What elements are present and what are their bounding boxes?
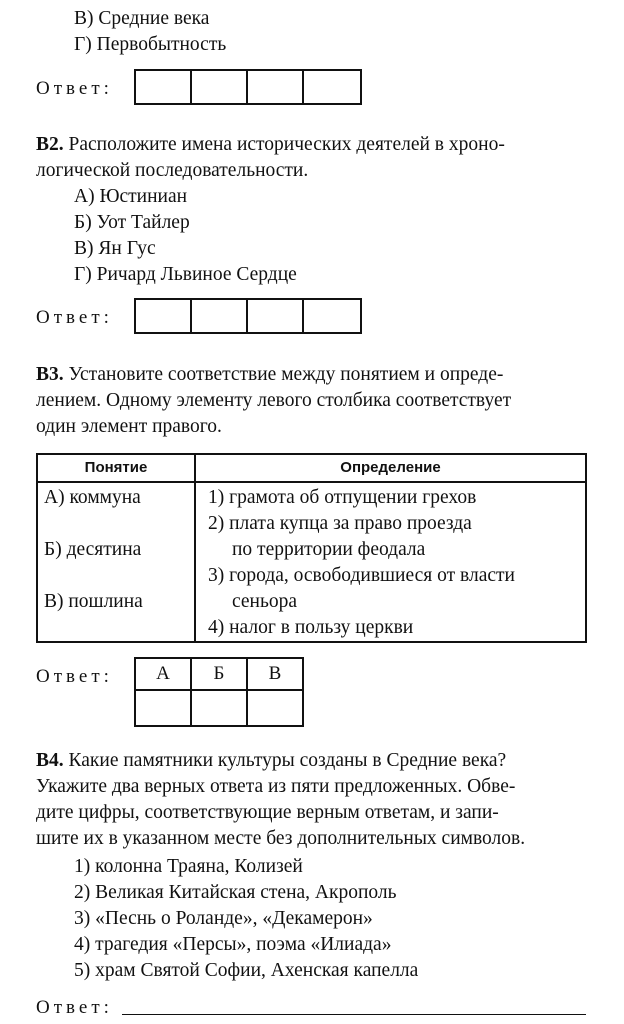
question-b4 [36,748,506,774]
definition-item: 3) города, освободившиеся от власти [208,565,515,586]
definition-item: 2) плата купца за право проезда [208,513,472,534]
definition-item-cont: сеньора [232,591,298,612]
definition-item: 4) налог в пользу церкви [208,617,414,638]
answer-cell[interactable] [136,71,192,103]
answer-label: Ответ: [36,666,113,687]
question-text: Какие памятники культуры созданы в Средние века? [68,750,507,771]
answer-cell[interactable] [248,71,304,103]
definition-column [195,482,586,642]
option: 1) колонна Траяна, Колизей [74,856,303,877]
option: 5) храм Святой Софии, Ахенская капелла [74,960,419,981]
answer-line[interactable] [122,1014,586,1015]
question-text: Расположите имена исторических деятелей в хроно- [68,134,505,155]
question-text: Укажите два верных ответа из пяти предложенных. Обве- [36,776,516,797]
answer-grid-b3[interactable] [134,657,304,727]
question-number: B4. [36,750,64,771]
answer-label: Ответ: [36,997,113,1018]
concept-item: В) пошлина [44,591,143,612]
answer-cell[interactable] [247,690,303,726]
definition-item: 1) грамота об отпущении грехов [208,487,477,508]
answer-boxes-b1[interactable] [134,69,362,105]
option-v: В) Средние века [74,8,210,29]
concept-column [37,482,195,642]
answer-cell[interactable] [191,690,247,726]
answer-header-v: В [247,658,303,690]
answer-cell[interactable] [135,690,191,726]
question-number: B2. [36,134,64,155]
answer-cell[interactable] [192,71,248,103]
question-text: шите их в указанном месте без дополнительных символов. [36,828,526,849]
option: 4) трагедия «Персы», поэма «Илиада» [74,934,392,955]
question-text: дите цифры, соответствующие верным ответам, и запи- [36,802,499,823]
header-definition: Определение [195,454,586,482]
answer-cell[interactable] [136,300,192,332]
option: 3) «Песнь о Роланде», «Декамерон» [74,908,373,929]
answer-label: Ответ: [36,307,113,328]
concept-item: А) коммуна [44,487,141,508]
question-b2 [36,132,505,158]
option: В) Ян Гус [74,238,156,259]
option: Б) Уот Тайлер [74,212,190,233]
answer-cell[interactable] [304,71,360,103]
answer-header-b: Б [191,658,247,690]
question-text: Установите соответствие между понятием и опреде- [68,364,504,385]
question-number: B3. [36,364,64,385]
option: А) Юстиниан [74,186,188,207]
question-text: лением. Одному элементу левого столбика соответствует [36,390,512,411]
answer-header-a: А [135,658,191,690]
matching-table [36,453,587,643]
answer-cell[interactable] [248,300,304,332]
question-text: логической последовательности. [36,160,309,181]
answer-label: Ответ: [36,78,113,99]
option: Г) Ричард Львиное Сердце [74,264,297,285]
option-g: Г) Первобытность [74,34,227,55]
option: 2) Великая Китайская стена, Акрополь [74,882,397,903]
answer-cell[interactable] [192,300,248,332]
answer-boxes-b2[interactable] [134,298,362,334]
question-text: один элемент правого. [36,416,222,437]
concept-item: Б) десятина [44,539,142,560]
definition-item-cont: по территории феодала [232,539,426,560]
answer-cell[interactable] [304,300,360,332]
question-b3 [36,362,503,388]
header-concept: Понятие [37,454,195,482]
